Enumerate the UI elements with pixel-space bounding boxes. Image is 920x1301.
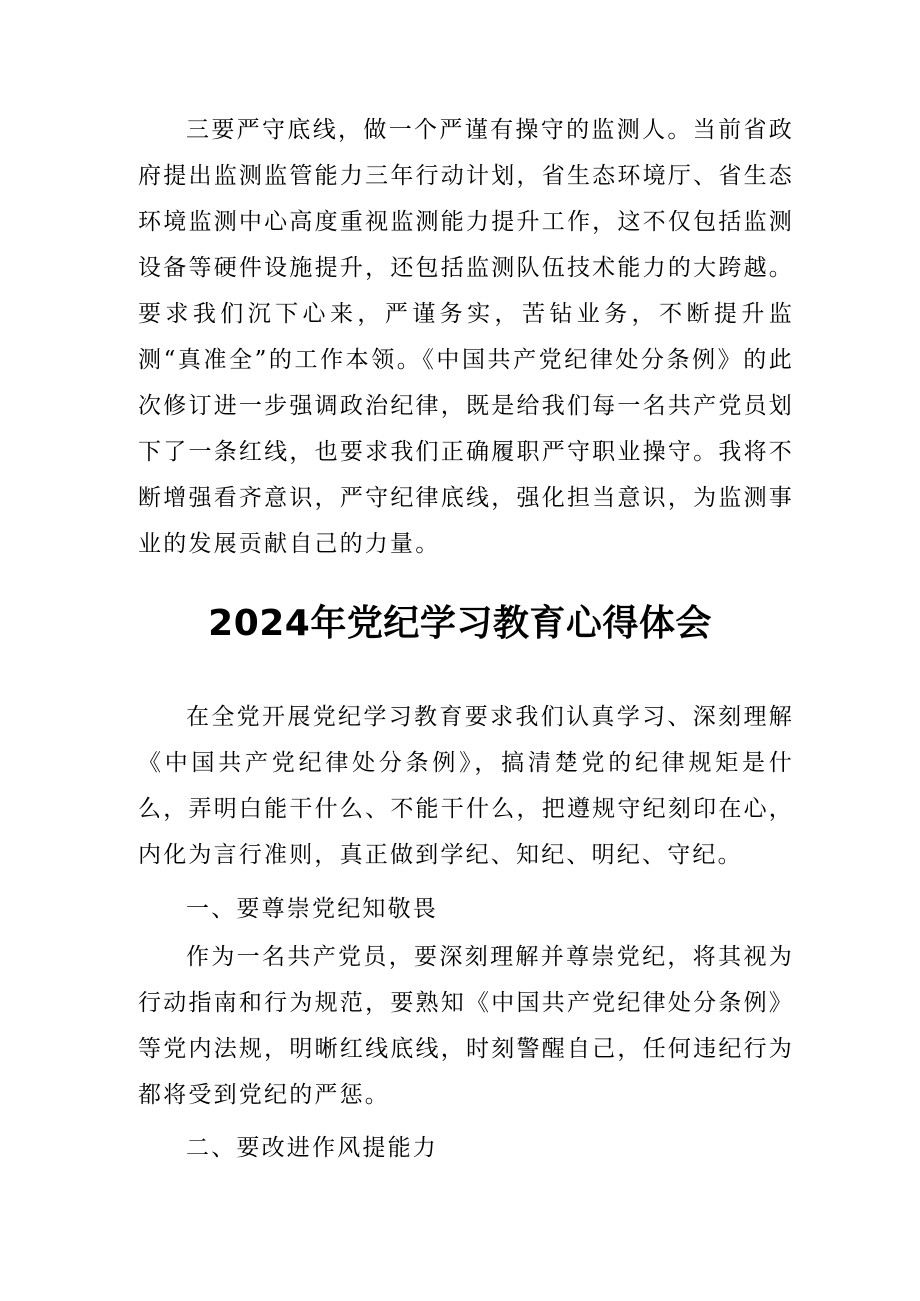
document-title: 2024年党纪学习教育心得体会 [208,603,712,644]
section-heading-1: 一、要尊崇党纪知敬畏 [186,896,438,922]
body-paragraph-2: 作为一名共产党员，要深刻理解并尊崇党纪，将其视为行动指南和行为规范，要熟知《中国共产党纪律处分条例》等党内法规，明晰红线底线，时刻警醒自己，任何违纪行为都将受到党纪的严惩。 [138,944,794,1108]
section-heading-2: 二、要改进作风提能力 [186,1135,438,1161]
intro-paragraph: 三要严守底线，做一个严谨有操守的监测人。当前省政府提出监测监管能力三年行动计划，省生态环境厅、省生态环境监测中心高度重视监测能力提升工作，这不仅包括监测设备等硬件设施提升，还包括监测队伍技术能力的大跨越。要求我们沉下心来，严谨务实，苦钻业务，不断提升监测“真准全”的工作本领。《中国共产党纪律处分条例》的此次修订进一步强调政治纪律，既是给我们每一名共产党员划下了一条红线，也要求我们正确履职严守职业操守。我将不断增强看齐意识，严守纪律底线，强化担当意识，为监测事业的发展贡献自己的力量。 [138,117,794,557]
body-paragraph-1: 在全党开展党纪学习教育要求我们认真学习、深刻理解《中国共产党纪律处分条例》，搞清楚党的纪律规矩是什么，弄明白能干什么、不能干什么，把遵规守纪刻印在心，内化为言行准则，真正做到学纪、知纪、明纪、守纪。 [138,704,794,868]
